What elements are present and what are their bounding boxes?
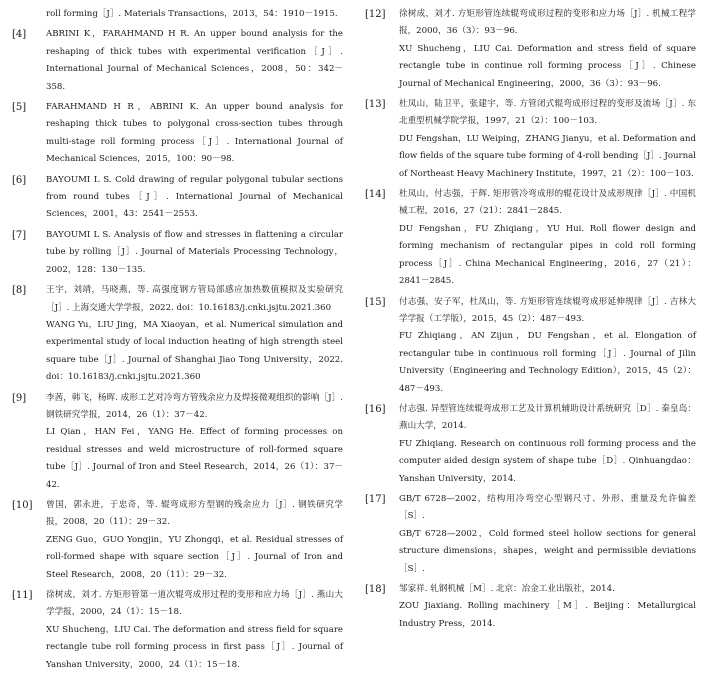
reference-body (46, 227, 343, 279)
reference-text: 王宇，刘靖，马晓燕，等. 高强度钢方管局部感应加热数值模拟及实验研究［J］. 上海交通大学学报，2022. doi：10.16183/j.cnki.jsjtu.2021.360 (46, 285, 343, 313)
reference-translation: FU Zhiqiang，AN Zijun，DU Fengshan，et al. Elongation of rectangular tube in continuous roll forming［J］. Journal of Jilin University（Engineering and Technology Edition），2015，45（2）：487－493. (399, 331, 696, 394)
reference-translation: XU Shucheng，LIU Cai. The deformation and stress field for square rectangle tube roll forming process in first pass［J］. Journal of Yanshan University，2000，24（1）：15－18. (46, 624, 343, 670)
reference-body (46, 497, 343, 584)
reference-text: 徐树成，刘才. 方矩形管第一道次辊弯成形过程的变形和应力场［J］. 燕山大学学报，2000，24（1）：15－18. (46, 590, 343, 618)
reference-entry (363, 491, 696, 578)
reference-number: [4] (12, 29, 27, 41)
reference-translation: ZENG Guo，GUO Yongjin，YU Zhongqi，et al. Residual stresses of roll-formed shape with square section［J］. Journal of Iron and Steel Research，2008，20（11）：29－32. (46, 534, 343, 580)
reference-entry (363, 401, 696, 488)
reference-text: FARAHMAND H R，ABRINI K. An upper bound analysis for reshaping thick tubes to polygonal cross-section tubes through multi-stage roll forming process［J］. International Journal of Mechanical Sciences，2015，100：90－98. (46, 102, 343, 165)
reference-translation: WANG Yu，LIU Jing，MA Xiaoyan，et al. Numerical simulation and experimental study of local induction heating of high strength steel square tube［J］. Journal of Shanghai Jiao Tong University，2022. doi：10.16183/j.cnki.jsjtu.2021.360 (46, 319, 343, 383)
reference-text: 杜凤山，陆卫平，张建宇，等. 方管闭式辊弯成形过程的变形及流场［J］. 东北重型机械学院学报，1997，21（2）：100－103. (399, 99, 696, 127)
reference-entry (10, 587, 343, 674)
reference-entry (363, 186, 696, 290)
reference-translation: XU Shucheng，LIU Cai. Deformation and stress field of square rectangle tube in continue roll forming process［J］. Chinese Journal of Mechanical Engineering，2000，36（3）：93－96. (399, 43, 696, 89)
reference-number: [10] (12, 499, 33, 511)
reference-entry (10, 390, 343, 494)
references-right-column (363, 6, 696, 687)
reference-number: [17] (365, 493, 386, 505)
reference-body (46, 99, 343, 169)
reference-entry (10, 282, 343, 386)
reference-number: [7] (12, 229, 27, 241)
reference-text: 李茜，韩飞，杨晖. 成形工艺对冷弯方管残余应力及焊接微观组织的影响［J］. 钢铁研究学报，2014，26（1）：37－42. (46, 392, 343, 420)
reference-entry (10, 6, 343, 23)
reference-entry (10, 99, 343, 169)
reference-translation: DU Fengshan，LU Weiping，ZHANG Jianyu，et al. Deformation and flow fields of the square tube forming of 4-roll bending［J］. Journal of Northeast Heavy Machinery Institute，1997，21（2）：100－103. (399, 133, 696, 179)
reference-translation: ZOU Jiaxiang. Rolling machinery［M］. Beijing：Metallurgical Industry Press，2014. (399, 601, 696, 629)
reference-number: [15] (365, 296, 386, 308)
reference-translation: DU Fengshan，FU Zhiqiang，YU Hui. Roll flower design and forming mechanism of rectangular pipes in cold roll forming process［J］. China Mechanical Engineering，2016，27（21）：2841－2845. (399, 223, 696, 287)
references-left-column (10, 6, 343, 687)
reference-number: [13] (365, 99, 386, 111)
reference-body (46, 587, 343, 674)
reference-body (399, 294, 696, 398)
reference-entry (10, 227, 343, 279)
reference-body (46, 26, 343, 96)
reference-entry (363, 581, 696, 633)
reference-text: 付志强. 异型管连续辊弯成形工艺及计算机辅助设计系统研究［D］. 秦皇岛：燕山大学，2014. (399, 403, 696, 432)
reference-entry (10, 497, 343, 584)
reference-text: 曾国，郭永进，于忠奇，等. 辊弯成形方型钢的残余应力［J］. 钢铁研究学报，2008，20（11）：29－32. (46, 499, 343, 528)
reference-number: [9] (12, 392, 27, 404)
reference-body (46, 6, 343, 23)
reference-number: [18] (365, 584, 386, 595)
reference-entry (10, 26, 343, 96)
reference-text: GB/T 6728—2002，结构用冷弯空心型钢尺寸、外形、重量及允许偏差［S］. (399, 493, 696, 522)
reference-translation: GB/T 6728—2002，Cold formed steel hollow sections for general structure dimensions，shapes，weight and permissible deviations［S］. (399, 528, 696, 574)
reference-number: [6] (12, 174, 27, 186)
reference-text: ABRINI K，FARAHMAND H R. An upper bound analysis for the reshaping of thick tubes with experimental verification［J］. International Journal of Mechanical Sciences，2008，50：342－358. (46, 29, 343, 92)
reference-number: [5] (12, 102, 27, 114)
reference-entry (363, 96, 696, 183)
reference-text: 杜凤山，付志强，于辉. 矩形管冷弯成形的辊花设计及成形规律［J］. 中国机械工程，2016，27（21）：2841－2845. (399, 189, 696, 217)
reference-translation: LI Qian，HAN Fei，YANG He. Effect of forming processes on residual stresses and weld microstructure of roll-formed square tube［J］. Journal of Iron and Steel Research，2014，26（1）：37－42. (46, 427, 343, 490)
reference-entry (363, 6, 696, 93)
reference-body (46, 172, 343, 224)
reference-body (399, 491, 696, 578)
reference-body (399, 96, 696, 183)
reference-number: [8] (12, 285, 27, 297)
reference-body (399, 6, 696, 93)
reference-number: [12] (365, 9, 386, 20)
reference-number: [11] (12, 590, 33, 601)
reference-body (399, 581, 696, 633)
reference-number: [16] (365, 403, 386, 415)
reference-text: BAYOUMI L S. Cold drawing of regular polygonal tubular sections from round tubes［J］. International Journal of Mechanical Sciences，2001，43：2541－2553. (46, 174, 343, 220)
reference-entry (10, 172, 343, 224)
reference-body (46, 282, 343, 386)
reference-body (46, 390, 343, 494)
reference-text: 付志强，安子军，杜凤山，等. 方矩形管连续辊弯成形延伸规律［J］. 吉林大学学报（工学版），2015，45（2）：487－493. (399, 296, 696, 324)
reference-text: 邹家祥. 轧钢机械［M］. 北京：冶金工业出版社，2014. (399, 584, 615, 594)
reference-text: roll forming［J］. Materials Transactions，2013，54：1910－1915. (46, 9, 338, 19)
reference-body (399, 401, 696, 488)
reference-body (399, 186, 696, 290)
reference-number: [14] (365, 189, 386, 201)
reference-entry (363, 294, 696, 398)
reference-text: 徐树成，刘才. 方矩形管连续辊弯成形过程的变形和应力场［J］. 机械工程学报，2000，36（3）：93－96. (399, 9, 696, 37)
reference-text: BAYOUMI L S. Analysis of flow and stresses in flattening a circular tube by rolling［J］. Journal of Materials Processing Technology，2002，128：130－135. (46, 229, 343, 275)
reference-translation: FU Zhiqiang. Research on continuous roll forming process and the computer aided design system of shape tube［D］. Qinhuangdao：Yanshan University，2014. (399, 438, 696, 484)
